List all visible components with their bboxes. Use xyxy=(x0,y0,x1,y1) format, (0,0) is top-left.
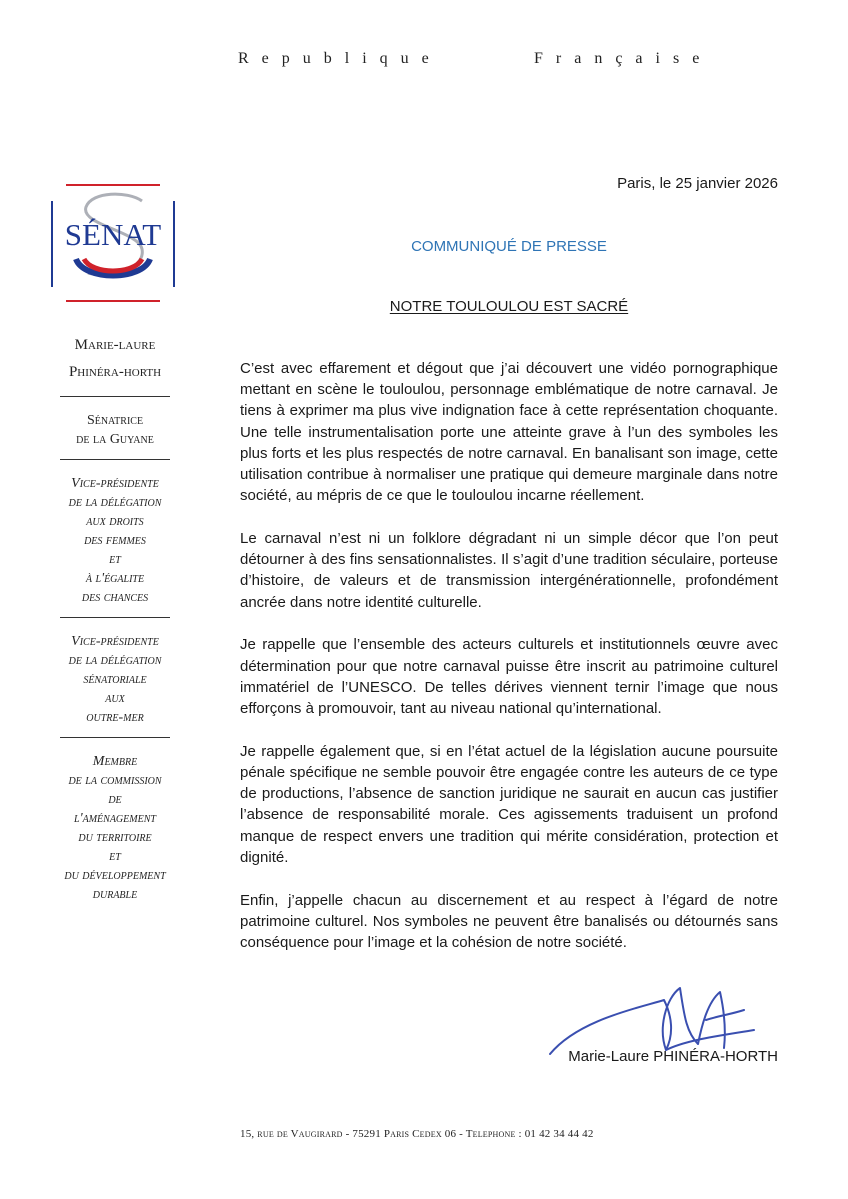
role-line: Sénatrice xyxy=(86,413,144,428)
press-release-label: COMMUNIQUÉ DE PRESSE xyxy=(411,238,607,255)
role-block xyxy=(40,411,190,449)
senat-logo-text: SÉNAT xyxy=(64,217,162,252)
signature-name: Marie-Laure PHINÉRA-HORTH xyxy=(568,1048,778,1065)
divider xyxy=(60,396,170,397)
block-line: outre-mer xyxy=(86,710,144,725)
block-line: de la délégation xyxy=(68,495,162,510)
letter-title-text: NOTRE TOULOULOU EST SACRÉ xyxy=(389,298,629,315)
block-line: Membre xyxy=(92,754,138,769)
divider xyxy=(60,617,170,618)
sidebar xyxy=(40,332,190,904)
header-word-republique: Republique xyxy=(238,50,442,67)
body-paragraph: Le carnaval n’est ni un folklore dégradant ni un simple décor que l’on peut détourner à des fins sensationnalistes. Il s’agit d’une tradition séculaire, porteuse d’histoire, de valeurs et de transmission intergénérationnelle, profondément ancrée dans notre identité culturelle. xyxy=(240,530,778,611)
block-line: Vice-présidente xyxy=(71,476,159,491)
senator-name-line2: Phinéra-horth xyxy=(68,364,162,380)
block-line: de xyxy=(108,792,122,807)
block-line: de la commission xyxy=(68,773,162,788)
block-line: et xyxy=(109,849,121,864)
block-line: durable xyxy=(92,887,138,902)
body-paragraph: Je rappelle que l’ensemble des acteurs culturels et institutionnels œuvre avec détermination pour que notre carnaval puisse être inscrit au patrimoine culturel immatériel de l’UNESCO. De telles dérives viennent ternir l’image que nous efforçons à promouvoir, tant au niveau national qu’international. xyxy=(240,636,778,718)
block-line: l'aménagement xyxy=(74,811,156,826)
body-paragraph: Je rappelle également que, si en l’état actuel de la législation aucune poursuite pénale spécifique ne semble pouvoir être engagée contre les auteurs de ce type de productions, l’absence de sanction juridique ne saurait en aucun cas justifier l’absence de responsabilité morale. Ces agissements traduisent un profond manque de respect envers une tradition qui mérite considération, protection et dignité. xyxy=(240,742,778,866)
block-line: et xyxy=(109,552,121,567)
senator-name-line1: Marie-laure xyxy=(74,337,156,353)
footer-address: 15, rue de Vaugirard - 75291 Paris Cedex 06 - Telephone : 01 42 34 44 42 xyxy=(240,1128,594,1140)
role-line: de la Guyane xyxy=(76,432,154,447)
block-line: à l'égalite xyxy=(85,571,145,586)
divider xyxy=(60,737,170,738)
delegation-women-block xyxy=(40,474,190,607)
senat-logo xyxy=(50,183,176,303)
block-line: du développement xyxy=(64,868,166,883)
commission-block xyxy=(40,752,190,904)
letter-title xyxy=(240,298,778,315)
delegation-outremer-block xyxy=(40,632,190,727)
block-line: du territoire xyxy=(78,830,152,845)
block-line: des chances xyxy=(81,590,149,605)
letter-date: Paris, le 25 janvier 2026 xyxy=(617,175,778,192)
block-line: de la délégation xyxy=(68,653,162,668)
block-line: sénatoriale xyxy=(83,672,147,687)
letter-body xyxy=(240,358,778,975)
divider xyxy=(60,459,170,460)
block-line: Vice-présidente xyxy=(71,634,159,649)
block-line: aux droits xyxy=(86,514,144,529)
header-word-francaise: Française xyxy=(534,50,713,67)
block-line: aux xyxy=(105,691,125,706)
body-paragraph: Enfin, j’appelle chacun au discernement et au respect à l’égard de notre patrimoine culturel. Nos symboles ne peuvent être banalisés ou détournés sans conséquence pour l’image et la cohésion de notre société. xyxy=(240,891,778,952)
body-paragraph: C’est avec effarement et dégout que j’ai découvert une vidéo pornographique mettant en scène le touloulou, personnage emblématique de notre carnaval. Je tiens à exprimer ma plus vive indignation face à cette représentation choquante. Une telle instrumentalisation porte une atteinte grave à l’un des symboles les plus forts et les plus respectés de notre carnaval. En banalisant son image, cette utilisation contribue à normaliser une pratique qui demeure marginale dans notre société, au mépris de ce que le touloulou incarne réellement. xyxy=(240,360,778,505)
block-line: des femmes xyxy=(84,533,146,548)
